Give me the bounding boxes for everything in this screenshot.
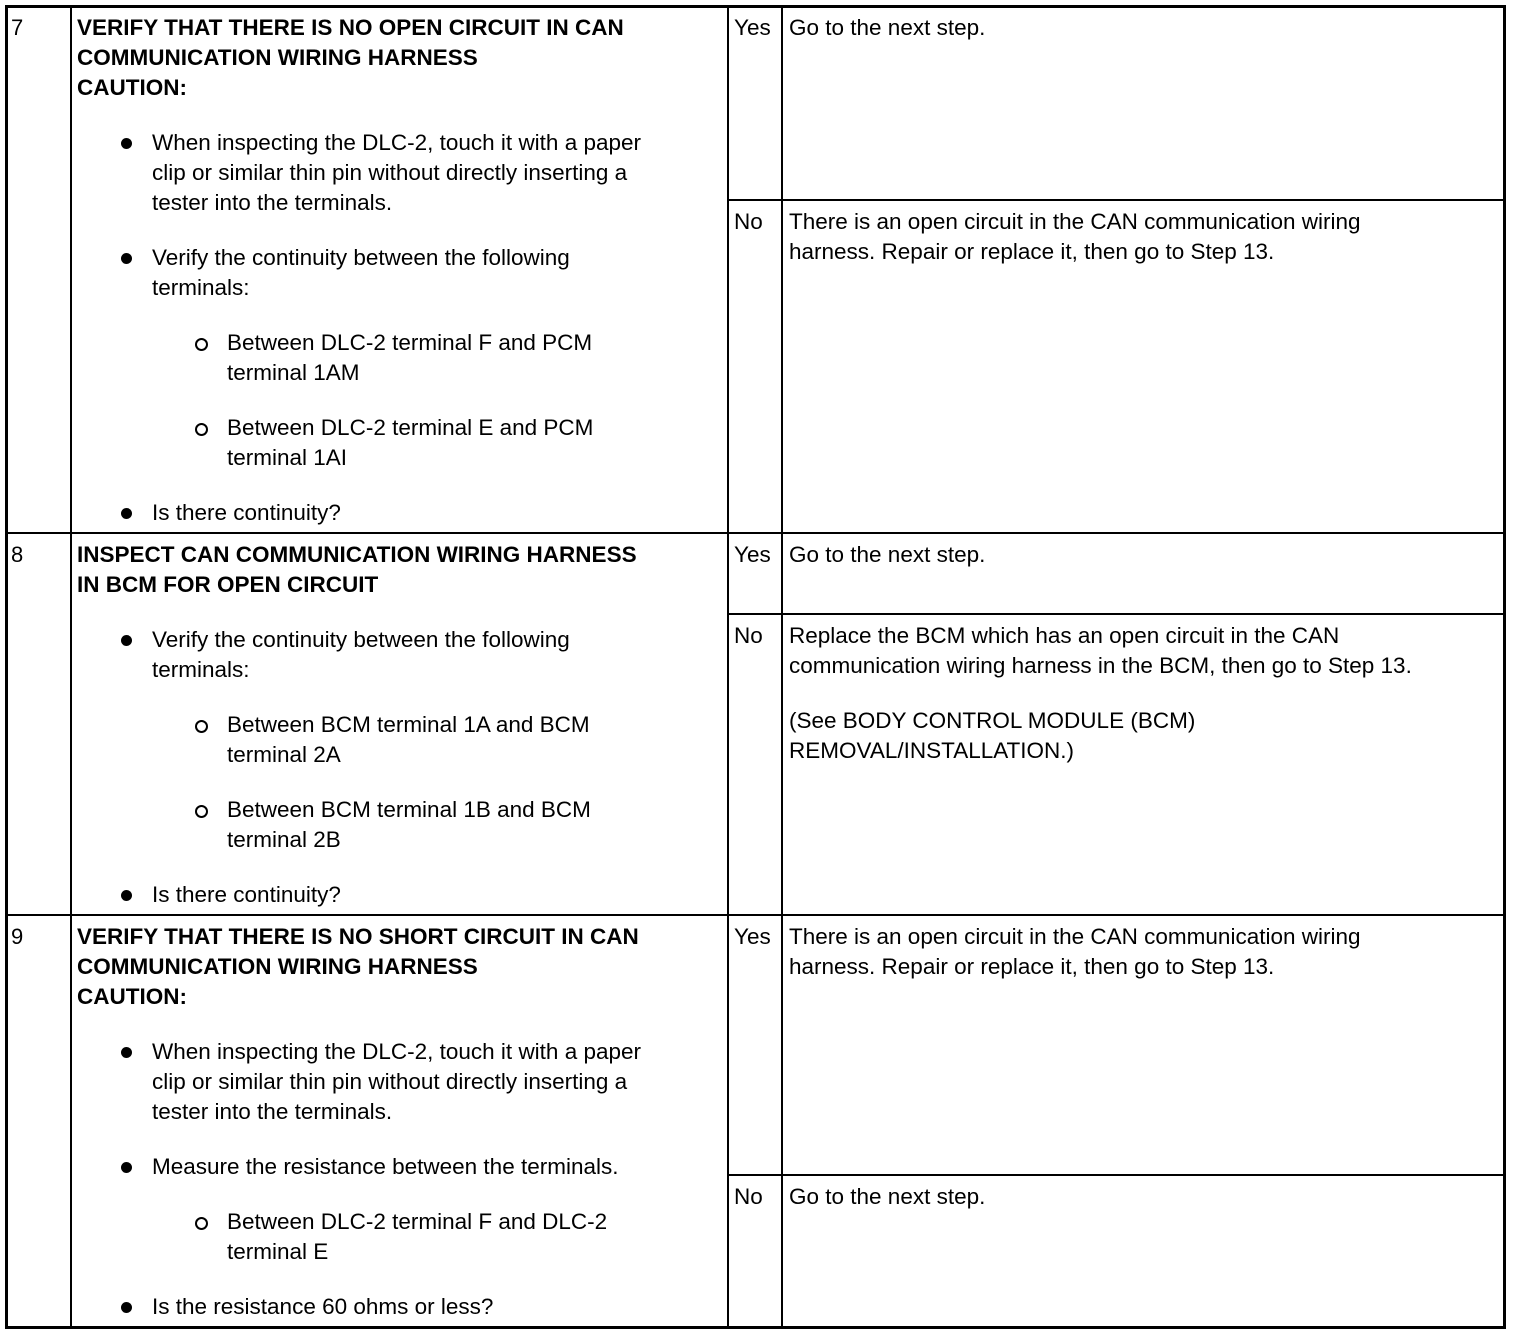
bullet-text: When inspecting the DLC-2, touch it with a paper xyxy=(152,130,642,155)
bullet-icon xyxy=(121,1047,132,1058)
step-title: INSPECT CAN COMMUNICATION WIRING HARNESS xyxy=(77,542,637,567)
caution-label: CAUTION: xyxy=(77,75,187,100)
step-number: 8 xyxy=(11,542,24,567)
sub-bullet-icon xyxy=(195,805,208,818)
step-number: 9 xyxy=(11,924,24,949)
bullet-icon xyxy=(121,253,132,264)
no-label: No xyxy=(734,209,763,234)
no-action: There is an open circuit in the CAN communication wiring xyxy=(789,209,1361,234)
sub-item-text: Between BCM terminal 1A and BCM xyxy=(227,712,590,737)
yes-no-divider xyxy=(728,613,1505,615)
yes-action: Go to the next step. xyxy=(789,15,986,40)
row-divider xyxy=(6,914,1505,916)
bullet-icon xyxy=(121,508,132,519)
question-text: Is there continuity? xyxy=(152,500,341,525)
bullet-text: When inspecting the DLC-2, touch it with a paper xyxy=(152,1039,642,1064)
bullet-text: Measure the resistance between the terminals. xyxy=(152,1154,619,1179)
yes-action: harness. Repair or replace it, then go to Step 13. xyxy=(789,954,1275,979)
no-action: harness. Repair or replace it, then go to Step 13. xyxy=(789,239,1275,264)
no-action: Go to the next step. xyxy=(789,1184,986,1209)
sub-item-text: Between DLC-2 terminal F and DLC-2 xyxy=(227,1209,608,1234)
sub-item-text: Between DLC-2 terminal E and PCM xyxy=(227,415,594,440)
sub-bullet-icon xyxy=(195,423,208,436)
no-action: Replace the BCM which has an open circuit in the CAN xyxy=(789,623,1340,648)
bullet-text: Verify the continuity between the following xyxy=(152,245,570,270)
sub-item-text: terminal 2B xyxy=(227,827,341,852)
no-label: No xyxy=(734,623,763,648)
sub-item-text: terminal 1AM xyxy=(227,360,360,385)
column-divider xyxy=(727,6,729,1328)
bullet-text: terminals: xyxy=(152,275,250,300)
yes-label: Yes xyxy=(734,542,771,567)
bullet-text: tester into the terminals. xyxy=(152,1099,393,1124)
sub-item-text: terminal E xyxy=(227,1239,329,1264)
bullet-text: clip or similar thin pin without directly inserting a xyxy=(152,160,628,185)
yes-action: There is an open circuit in the CAN communication wiring xyxy=(789,924,1361,949)
sub-bullet-icon xyxy=(195,338,208,351)
sub-item-text: terminal 1AI xyxy=(227,445,348,470)
yes-action: Go to the next step. xyxy=(789,542,986,567)
yes-label: Yes xyxy=(734,924,771,949)
step-number: 7 xyxy=(11,15,24,40)
reference-text: (See BODY CONTROL MODULE (BCM) xyxy=(789,708,1196,733)
yes-no-divider xyxy=(728,1174,1505,1176)
step-title: VERIFY THAT THERE IS NO SHORT CIRCUIT IN CAN xyxy=(77,924,639,949)
question-text: Is the resistance 60 ohms or less? xyxy=(152,1294,494,1319)
bullet-icon xyxy=(121,138,132,149)
bullet-text: tester into the terminals. xyxy=(152,190,393,215)
sub-bullet-icon xyxy=(195,1217,208,1230)
row-divider xyxy=(6,532,1505,534)
sub-item-text: Between BCM terminal 1B and BCM xyxy=(227,797,591,822)
column-divider xyxy=(70,6,72,1328)
reference-text: REMOVAL/INSTALLATION.) xyxy=(789,738,1075,763)
yes-no-divider xyxy=(728,199,1505,201)
no-action: communication wiring harness in the BCM, then go to Step 13. xyxy=(789,653,1412,678)
sub-item-text: terminal 2A xyxy=(227,742,341,767)
step-title: VERIFY THAT THERE IS NO OPEN CIRCUIT IN CAN xyxy=(77,15,624,40)
bullet-text: Verify the continuity between the following xyxy=(152,627,570,652)
sub-item-text: Between DLC-2 terminal F and PCM xyxy=(227,330,593,355)
step-title: COMMUNICATION WIRING HARNESS xyxy=(77,954,478,979)
question-text: Is there continuity? xyxy=(152,882,341,907)
bullet-text: terminals: xyxy=(152,657,250,682)
sub-bullet-icon xyxy=(195,720,208,733)
bullet-icon xyxy=(121,890,132,901)
step-title: COMMUNICATION WIRING HARNESS xyxy=(77,45,478,70)
caution-label: CAUTION: xyxy=(77,984,187,1009)
column-divider xyxy=(781,6,783,1328)
no-label: No xyxy=(734,1184,763,1209)
bullet-text: clip or similar thin pin without directly inserting a xyxy=(152,1069,628,1094)
bullet-icon xyxy=(121,635,132,646)
yes-label: Yes xyxy=(734,15,771,40)
bullet-icon xyxy=(121,1302,132,1313)
bullet-icon xyxy=(121,1162,132,1173)
step-title: IN BCM FOR OPEN CIRCUIT xyxy=(77,572,379,597)
